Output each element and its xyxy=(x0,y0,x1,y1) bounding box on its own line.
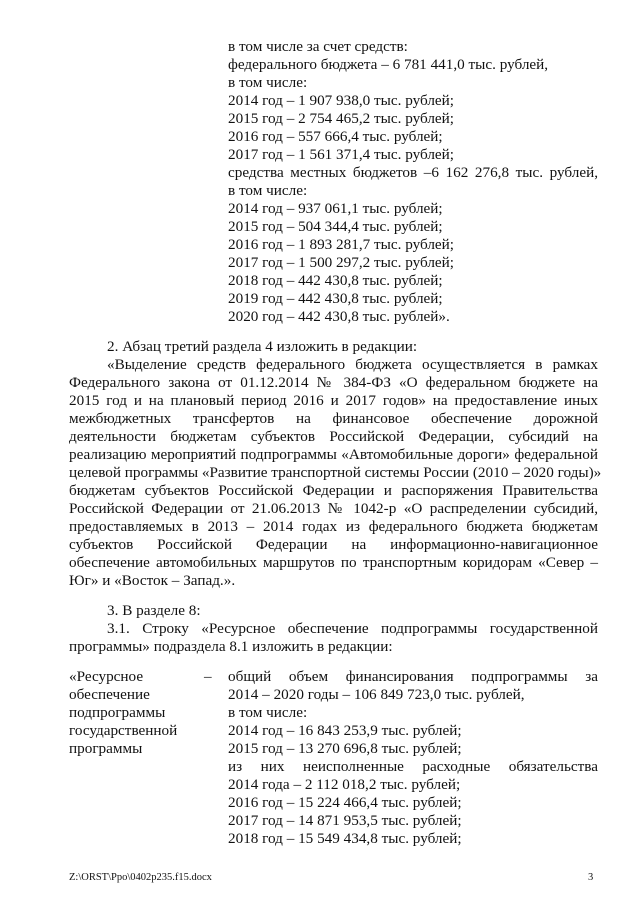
text-line: 2015 год – 2 754 465,2 тыс. рублей; xyxy=(228,110,455,127)
paragraph-line: Юг» и «Восток – Запад.». xyxy=(69,572,236,589)
paragraph-line: «Выделение средств федерального бюджета осуществляется в рамках xyxy=(107,356,598,373)
paragraph-line: Федерального закона от 01.12.2014 № 384-ФЗ «О федеральном бюджете на xyxy=(69,374,598,391)
paragraph-line: реализацию мероприятий подпрограммы «Автомобильные дороги» федеральной xyxy=(69,446,598,463)
text-line: в том числе: xyxy=(228,74,308,91)
table-label-line: «Ресурсное xyxy=(69,668,144,685)
text-line: 2016 год – 557 666,4 тыс. рублей; xyxy=(228,128,443,145)
paragraph-line: программы» подраздела 8.1 изложить в редакции: xyxy=(69,638,393,655)
table-value-line: 2014 год – 16 843 253,9 тыс. рублей; xyxy=(228,722,462,739)
paragraph-line: бюджетам субъектов Российской Федерации и распоряжения Правительства xyxy=(69,482,598,499)
page-number: 3 xyxy=(588,872,594,883)
table-value-line: 2016 год – 15 224 466,4 тыс. рублей; xyxy=(228,794,462,811)
paragraph-line: 3.1. Строку «Ресурсное обеспечение подпрограммы государственной xyxy=(107,620,598,637)
text-line: 2014 год – 937 061,1 тыс. рублей; xyxy=(228,200,443,217)
table-value-line: общий объем финансирования подпрограммы за xyxy=(228,668,598,685)
text-line: средства местных бюджетов –6 162 276,8 тыс. рублей, xyxy=(228,164,598,181)
table-value-line: 2017 год – 14 871 953,5 тыс. рублей; xyxy=(228,812,462,829)
text-line: 2017 год – 1 500 297,2 тыс. рублей; xyxy=(228,254,455,271)
table-value-line: из них неисполненные расходные обязательства xyxy=(228,758,598,775)
table-value-line: 2014 года – 2 112 018,2 тыс. рублей; xyxy=(228,776,461,793)
paragraph-line: обеспечение автомобильных маршрутов по транспортным коридорам «Север – xyxy=(69,554,598,571)
table-dash: – xyxy=(204,668,212,685)
paragraph-line: целевой программы «Развитие транспортной системы России (2010 – 2020 годы)» xyxy=(69,464,602,481)
text-line: 2020 год – 442 430,8 тыс. рублей». xyxy=(228,308,450,325)
table-label-line: программы xyxy=(69,740,143,757)
table-label-line: подпрограммы xyxy=(69,704,166,721)
paragraph-line: субъектов Российской Федерации на информационно-навигационное xyxy=(69,536,598,553)
table-label-line: обеспечение xyxy=(69,686,150,703)
text-line: в том числе за счет средств: xyxy=(228,38,408,55)
paragraph-line: межбюджетных трансфертов на финансовое обеспечение дорожной xyxy=(69,410,598,427)
text-line: 2018 год – 442 430,8 тыс. рублей; xyxy=(228,272,443,289)
text-line: 2016 год – 1 893 281,7 тыс. рублей; xyxy=(228,236,455,253)
paragraph-line: деятельности бюджетам субъектов Российской Федерации, субсидий на xyxy=(69,428,598,445)
text-line: федерального бюджета – 6 781 441,0 тыс. рублей, xyxy=(228,56,549,73)
text-line: в том числе: xyxy=(228,182,308,199)
text-line: 2019 год – 442 430,8 тыс. рублей; xyxy=(228,290,443,307)
paragraph-line: предоставляемых в 2013 – 2014 годах из федерального бюджета бюджетам xyxy=(69,518,598,535)
text-line: 2014 год – 1 907 938,0 тыс. рублей; xyxy=(228,92,455,109)
table-value-line: 2014 – 2020 годы – 106 849 723,0 тыс. рублей, xyxy=(228,686,525,703)
footer-file-path: Z:\ORST\Ppo\0402p235.f15.docx xyxy=(69,872,212,883)
text-line: 2015 год – 504 344,4 тыс. рублей; xyxy=(228,218,443,235)
section-heading: 3. В разделе 8: xyxy=(107,602,201,619)
table-value-line: 2015 год – 13 270 696,8 тыс. рублей; xyxy=(228,740,462,757)
paragraph-line: 2015 год и на плановый период 2016 и 2017 годов» на предоставление иных xyxy=(69,392,598,409)
table-value-line: в том числе: xyxy=(228,704,308,721)
table-label-line: государственной xyxy=(69,722,178,739)
table-value-line: 2018 год – 15 549 434,8 тыс. рублей; xyxy=(228,830,462,847)
text-line: 2017 год – 1 561 371,4 тыс. рублей; xyxy=(228,146,455,163)
section-heading: 2. Абзац третий раздела 4 изложить в редакции: xyxy=(107,338,418,355)
paragraph-line: Российской Федерации от 21.06.2013 № 1042-р «О распределении субсидий, xyxy=(69,500,598,517)
